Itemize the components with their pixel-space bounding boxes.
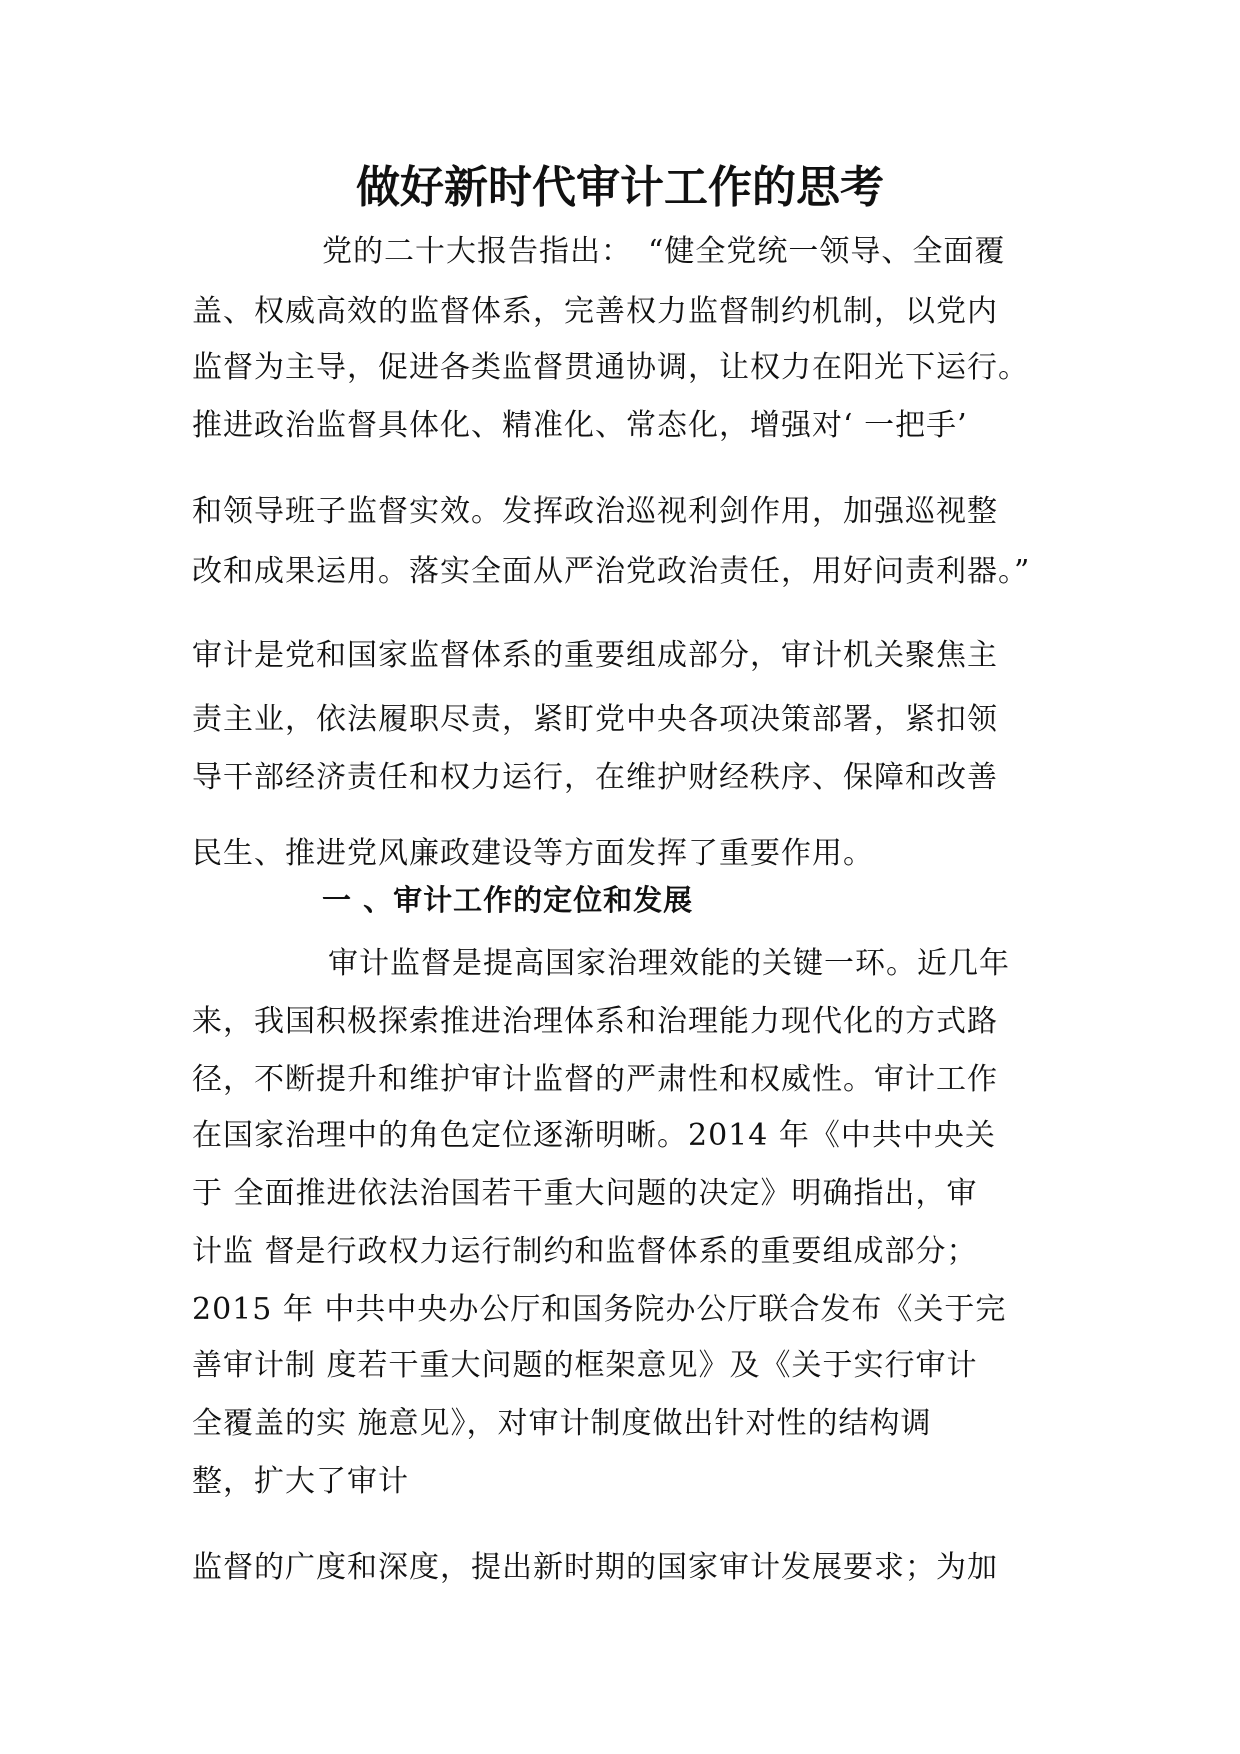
paragraph-line: 推进政治监督具体化、精准化、常态化，增强对‘ 一把手’: [192, 408, 968, 443]
paragraph-line: 监督的广度和深度，提出新时期的国家审计发展要求；为加: [192, 1550, 998, 1585]
paragraph-line: 来，我国积极探索推进治理体系和治理能力现代化的方式路: [192, 1004, 998, 1039]
paragraph-line: 盖、权威高效的监督体系，完善权力监督制约机制，以党内: [192, 294, 998, 329]
paragraph-line: 审计监督是提高国家治理效能的关键一环。近几年: [328, 946, 1010, 981]
paragraph-line: 整，扩大了审计: [192, 1464, 409, 1499]
paragraph-line: 监督为主导，促进各类监督贯通协调，让权力在阳光下运行。: [192, 350, 1029, 385]
paragraph-line: 于 全面推进依法治国若干重大问题的决定》明确指出，审: [192, 1176, 978, 1211]
paragraph-line: 全覆盖的实 施意见》，对审计制度做出针对性的结构调: [192, 1406, 932, 1441]
paragraph-line: 计监 督是行政权力运行制约和监督体系的重要组成部分；: [192, 1234, 978, 1269]
section-heading: 一 、审计工作的定位和发展: [322, 883, 694, 917]
paragraph-line: 审计是党和国家监督体系的重要组成部分，审计机关聚焦主: [192, 638, 998, 673]
document-title: 做好新时代审计工作的思考: [356, 162, 884, 213]
paragraph-line: 在国家治理中的角色定位逐渐明晰。2014 年《中共中央关: [192, 1118, 996, 1153]
paragraph-line: 责主业，依法履职尽责，紧盯党中央各项决策部署，紧扣领: [192, 702, 998, 737]
paragraph-line: 改和成果运用。落实全面从严治党政治责任，用好问责利器。”: [192, 554, 1031, 589]
paragraph-line: 善审计制 度若干重大问题的框架意见》及《关于实行审计: [192, 1348, 978, 1383]
paragraph-line: 2015 年 中共中央办公厅和国务院办公厅联合发布《关于完: [192, 1292, 1007, 1327]
paragraph-line: 和领导班子监督实效。发挥政治巡视利剑作用，加强巡视整: [192, 494, 998, 529]
paragraph-line: 党的二十大报告指出： “健全党统一领导、全面覆: [322, 234, 1006, 269]
paragraph-line: 导干部经济责任和权力运行，在维护财经秩序、保障和改善: [192, 760, 998, 795]
paragraph-line: 径，不断提升和维护审计监督的严肃性和权威性。审计工作: [192, 1062, 998, 1097]
paragraph-line: 民生、推进党风廉政建设等方面发挥了重要作用。: [192, 836, 874, 871]
